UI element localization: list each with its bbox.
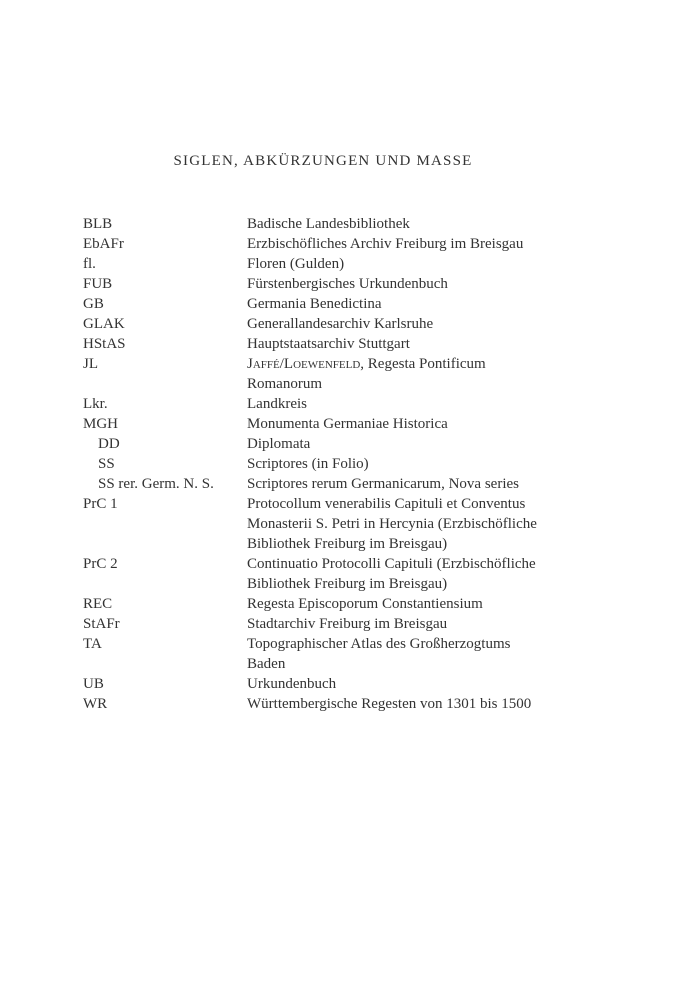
abbreviation-term: UB (83, 676, 104, 692)
definition-line: Hauptstaatsarchiv Stuttgart (247, 336, 410, 352)
definition-line: Monumenta Germaniae Historica (247, 416, 448, 432)
list-item (83, 494, 643, 554)
definition-line: Baden (247, 656, 286, 672)
abbreviation-definition (247, 594, 643, 614)
definition-line: Bibliothek Freiburg im Breisgau) (247, 576, 448, 592)
list-item (83, 254, 643, 274)
abbreviation-definition (247, 274, 643, 294)
abbreviation-term: WR (83, 696, 108, 712)
definition-line: Regesta Episcoporum Constantiensium (247, 596, 483, 612)
list-item (83, 614, 643, 634)
abbreviation-term: JL (83, 356, 98, 372)
abbreviation-definition (247, 234, 643, 254)
abbreviation-definition (247, 254, 643, 274)
abbreviation-definition (247, 674, 643, 694)
abbreviation-definition (247, 694, 643, 714)
definition-line: Protocollum venerabilis Capituli et Conventus (247, 496, 526, 512)
definition-line: Diplomata (247, 436, 311, 452)
abbreviation-definition (247, 394, 643, 414)
list-item (83, 454, 643, 474)
list-item (83, 674, 643, 694)
author-name: Loewenfeld (283, 356, 361, 372)
abbreviation-term: fl. (83, 256, 96, 272)
definition-line: Monasterii S. Petri in Hercynia (Erzbischöfliche (247, 516, 537, 532)
abbreviation-definition (247, 494, 643, 554)
abbreviation-term: BLB (83, 216, 113, 232)
definition-line: Bibliothek Freiburg im Breisgau) (247, 536, 448, 552)
abbreviation-term: MGH (83, 416, 119, 432)
definition-line: Continuatio Protocolli Capituli (Erzbischöfliche (247, 556, 536, 572)
abbreviation-term: DD (98, 436, 120, 452)
list-item (83, 634, 643, 674)
list-item (83, 234, 643, 254)
abbreviation-term: REC (83, 596, 113, 612)
definition-line (247, 354, 643, 374)
abbreviation-definition (247, 314, 643, 334)
abbreviation-definition (247, 214, 643, 234)
definition-line: Landkreis (247, 396, 307, 412)
list-item (83, 354, 643, 394)
abbreviation-definition (247, 414, 643, 434)
definition-line: Scriptores (in Folio) (247, 456, 369, 472)
list-item (83, 694, 643, 714)
abbreviation-list (83, 214, 643, 714)
definition-line: Fürstenbergisches Urkundenbuch (247, 276, 448, 292)
list-item (83, 554, 643, 594)
abbreviation-definition (247, 554, 643, 594)
definition-text: , Regesta Pontificum (360, 356, 486, 372)
abbreviation-definition (247, 454, 643, 474)
definition-line: Generallandesarchiv Karlsruhe (247, 316, 434, 332)
definition-line: Germania Benedictina (247, 296, 382, 312)
list-item (83, 334, 643, 354)
abbreviation-definition (247, 614, 643, 634)
abbreviation-term: PrC 2 (83, 556, 118, 572)
definition-line: Erzbischöfliches Archiv Freiburg im Breisgau (247, 236, 524, 252)
author-separator: / (279, 356, 284, 372)
author-name: Jaffé (247, 356, 280, 372)
abbreviation-term: TA (83, 636, 102, 652)
list-item (83, 314, 643, 334)
abbreviation-definition (247, 474, 643, 494)
definition-line: Romanorum (247, 376, 322, 392)
abbreviation-term: GLAK (83, 316, 125, 332)
list-item (83, 594, 643, 614)
definition-line: Badische Landesbibliothek (247, 216, 410, 232)
abbreviation-term: GB (83, 296, 104, 312)
abbreviation-term: Lkr. (83, 396, 108, 412)
abbreviation-definition (247, 334, 643, 354)
abbreviation-definition (247, 294, 643, 314)
abbreviation-definition (247, 354, 643, 394)
definition-line: Scriptores rerum Germanicarum, Nova series (247, 476, 519, 492)
list-item (83, 214, 643, 234)
abbreviation-definition (247, 634, 643, 674)
abbreviation-term: PrC 1 (83, 496, 118, 512)
abbreviation-term: StAFr (83, 616, 120, 632)
definition-line: Urkundenbuch (247, 676, 337, 692)
list-item (83, 474, 643, 494)
list-item (83, 434, 643, 454)
list-item (83, 294, 643, 314)
abbreviation-term: SS (98, 456, 115, 472)
abbreviation-term: HStAS (83, 336, 126, 352)
list-item (83, 274, 643, 294)
list-item (83, 394, 643, 414)
abbreviation-term: EbAFr (83, 236, 124, 252)
page-heading: SIGLEN, ABKÜRZUNGEN UND MASSE (173, 153, 473, 169)
definition-line: Topographischer Atlas des Großherzogtums (247, 636, 511, 652)
abbreviation-term: SS rer. Germ. N. S. (98, 476, 214, 492)
definition-line: Württembergische Regesten von 1301 bis 1500 (247, 696, 532, 712)
abbreviation-definition (247, 434, 643, 454)
list-item (83, 414, 643, 434)
definition-line: Floren (Gulden) (247, 256, 345, 272)
abbreviation-term: FUB (83, 276, 113, 292)
definition-line: Stadtarchiv Freiburg im Breisgau (247, 616, 448, 632)
